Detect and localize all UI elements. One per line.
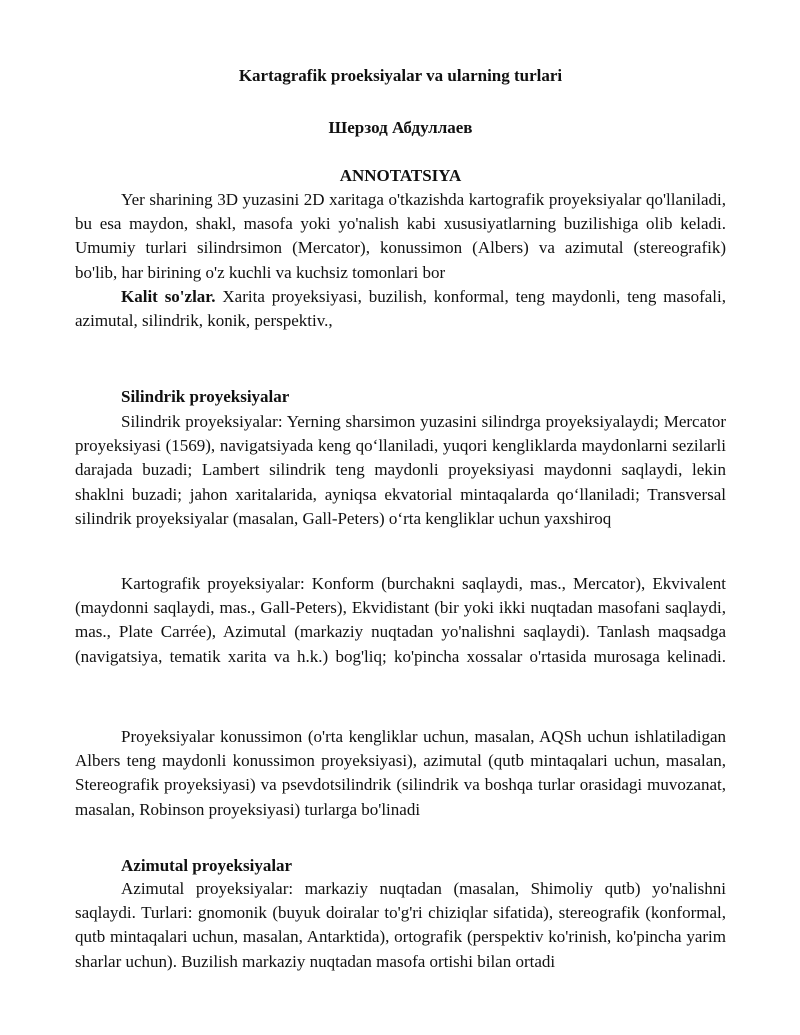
section-heading-cylindrical: Silindrik proyeksiyalar [121, 387, 290, 406]
keywords-paragraph [75, 285, 726, 333]
document-title: Kartagrafik proeksiyalar va ularning turlari [238, 66, 563, 85]
section-paragraph-projection-types: Kartografik proyeksiyalar: Konform (burchakni saqlaydi, mas., Mercator), Ekvivalent (maydonni saqlaydi, mas., Gall-Peters), Ekvidistant (bir yoki ikki nuqtadan masofani saqlaydi, mas., Plate Carrée), Azimutal (markaziy nuqtadan yo'nalishni saqlaydi). Tanlash maqsadga (navigatsiya, tematik xarita va h.k.) bog'liq; ko'pincha xossalar o'rtasida murosaga kelinadi. [75, 574, 726, 666]
section-paragraph-cylindrical: Silindrik proyeksiyalar: Yerning sharsimon yuzasini silindrga proyeksiyalaydi; Mercator proyeksiyasi (1569), navigatsiyada keng qo‘llaniladi, yuqori kengliklarda maydonlarni sezilarli darajada buzadi; Lambert silindrik teng maydonli proyeksiyasi maydonni saqlaydi, lekin shaklni buzadi; jahon xaritalarida, ayniqsa ekvatorial mintaqalarda qo‘llaniladi; Transversal silindrik proyeksiyalar (masalan, Gall-Peters) o‘rta kengliklar uchun yaxshiroq [75, 412, 726, 528]
section-heading-azimuthal: Azimutal proyeksiyalar [121, 856, 293, 875]
section-paragraph-conic: Proyeksiyalar konussimon (o'rta kengliklar uchun, masalan, AQSh uchun ishlatiladigan Albers teng maydonli konussimon proyeksiyasi), azimutal (qutb mintaqalari uchun, masalan, Stereografik proyeksiyasi) va psevdotsilindrik (silindrik va boshqa turlar orasidagi muvozanat, masalan, Robinson proyeksiyasi) turlarga bo'linadi [75, 727, 726, 819]
abstract-heading: ANNOTATSIYA [339, 166, 462, 185]
abstract-paragraph: Yer sharining 3D yuzasini 2D xaritaga o'tkazishda kartografik proyeksiyalar qo'llaniladi, bu esa maydon, shakl, masofa yoki yo'nalish kabi xususiyatlarning buzilishiga olib keladi. Umumiy turlari silindrsimon (Mercator), konussimon (Albers) va azimutal (stereografik) bo'lib, har birining o'z kuchli va kuchsiz tomonlari bor [75, 190, 726, 282]
keywords-label: Kalit so'zlar. [121, 287, 216, 306]
section-paragraph-azimuthal: Azimutal proyeksiyalar: markaziy nuqtadan (masalan, Shimoliy qutb) yo'nalishni saqlaydi. Turlari: gnomonik (buyuk doiralar to'g'ri chiziqlar sifatida), stereografik (konformal, qutb mintaqalari uchun, masalan, Antarktida), ortografik (perspektiv ko'rinish, ko'pincha yarim sharlar uchun). Buzilish markaziy nuqtadan masofa ortishi bilan ortadi [75, 879, 726, 971]
keywords-text: Xarita proyeksiyasi, buzilish, konformal, teng maydonli, teng masofali, azimutal, silindrik, konik, perspektiv., [75, 287, 726, 331]
document-author: Шерзод Абдуллаев [328, 118, 473, 137]
